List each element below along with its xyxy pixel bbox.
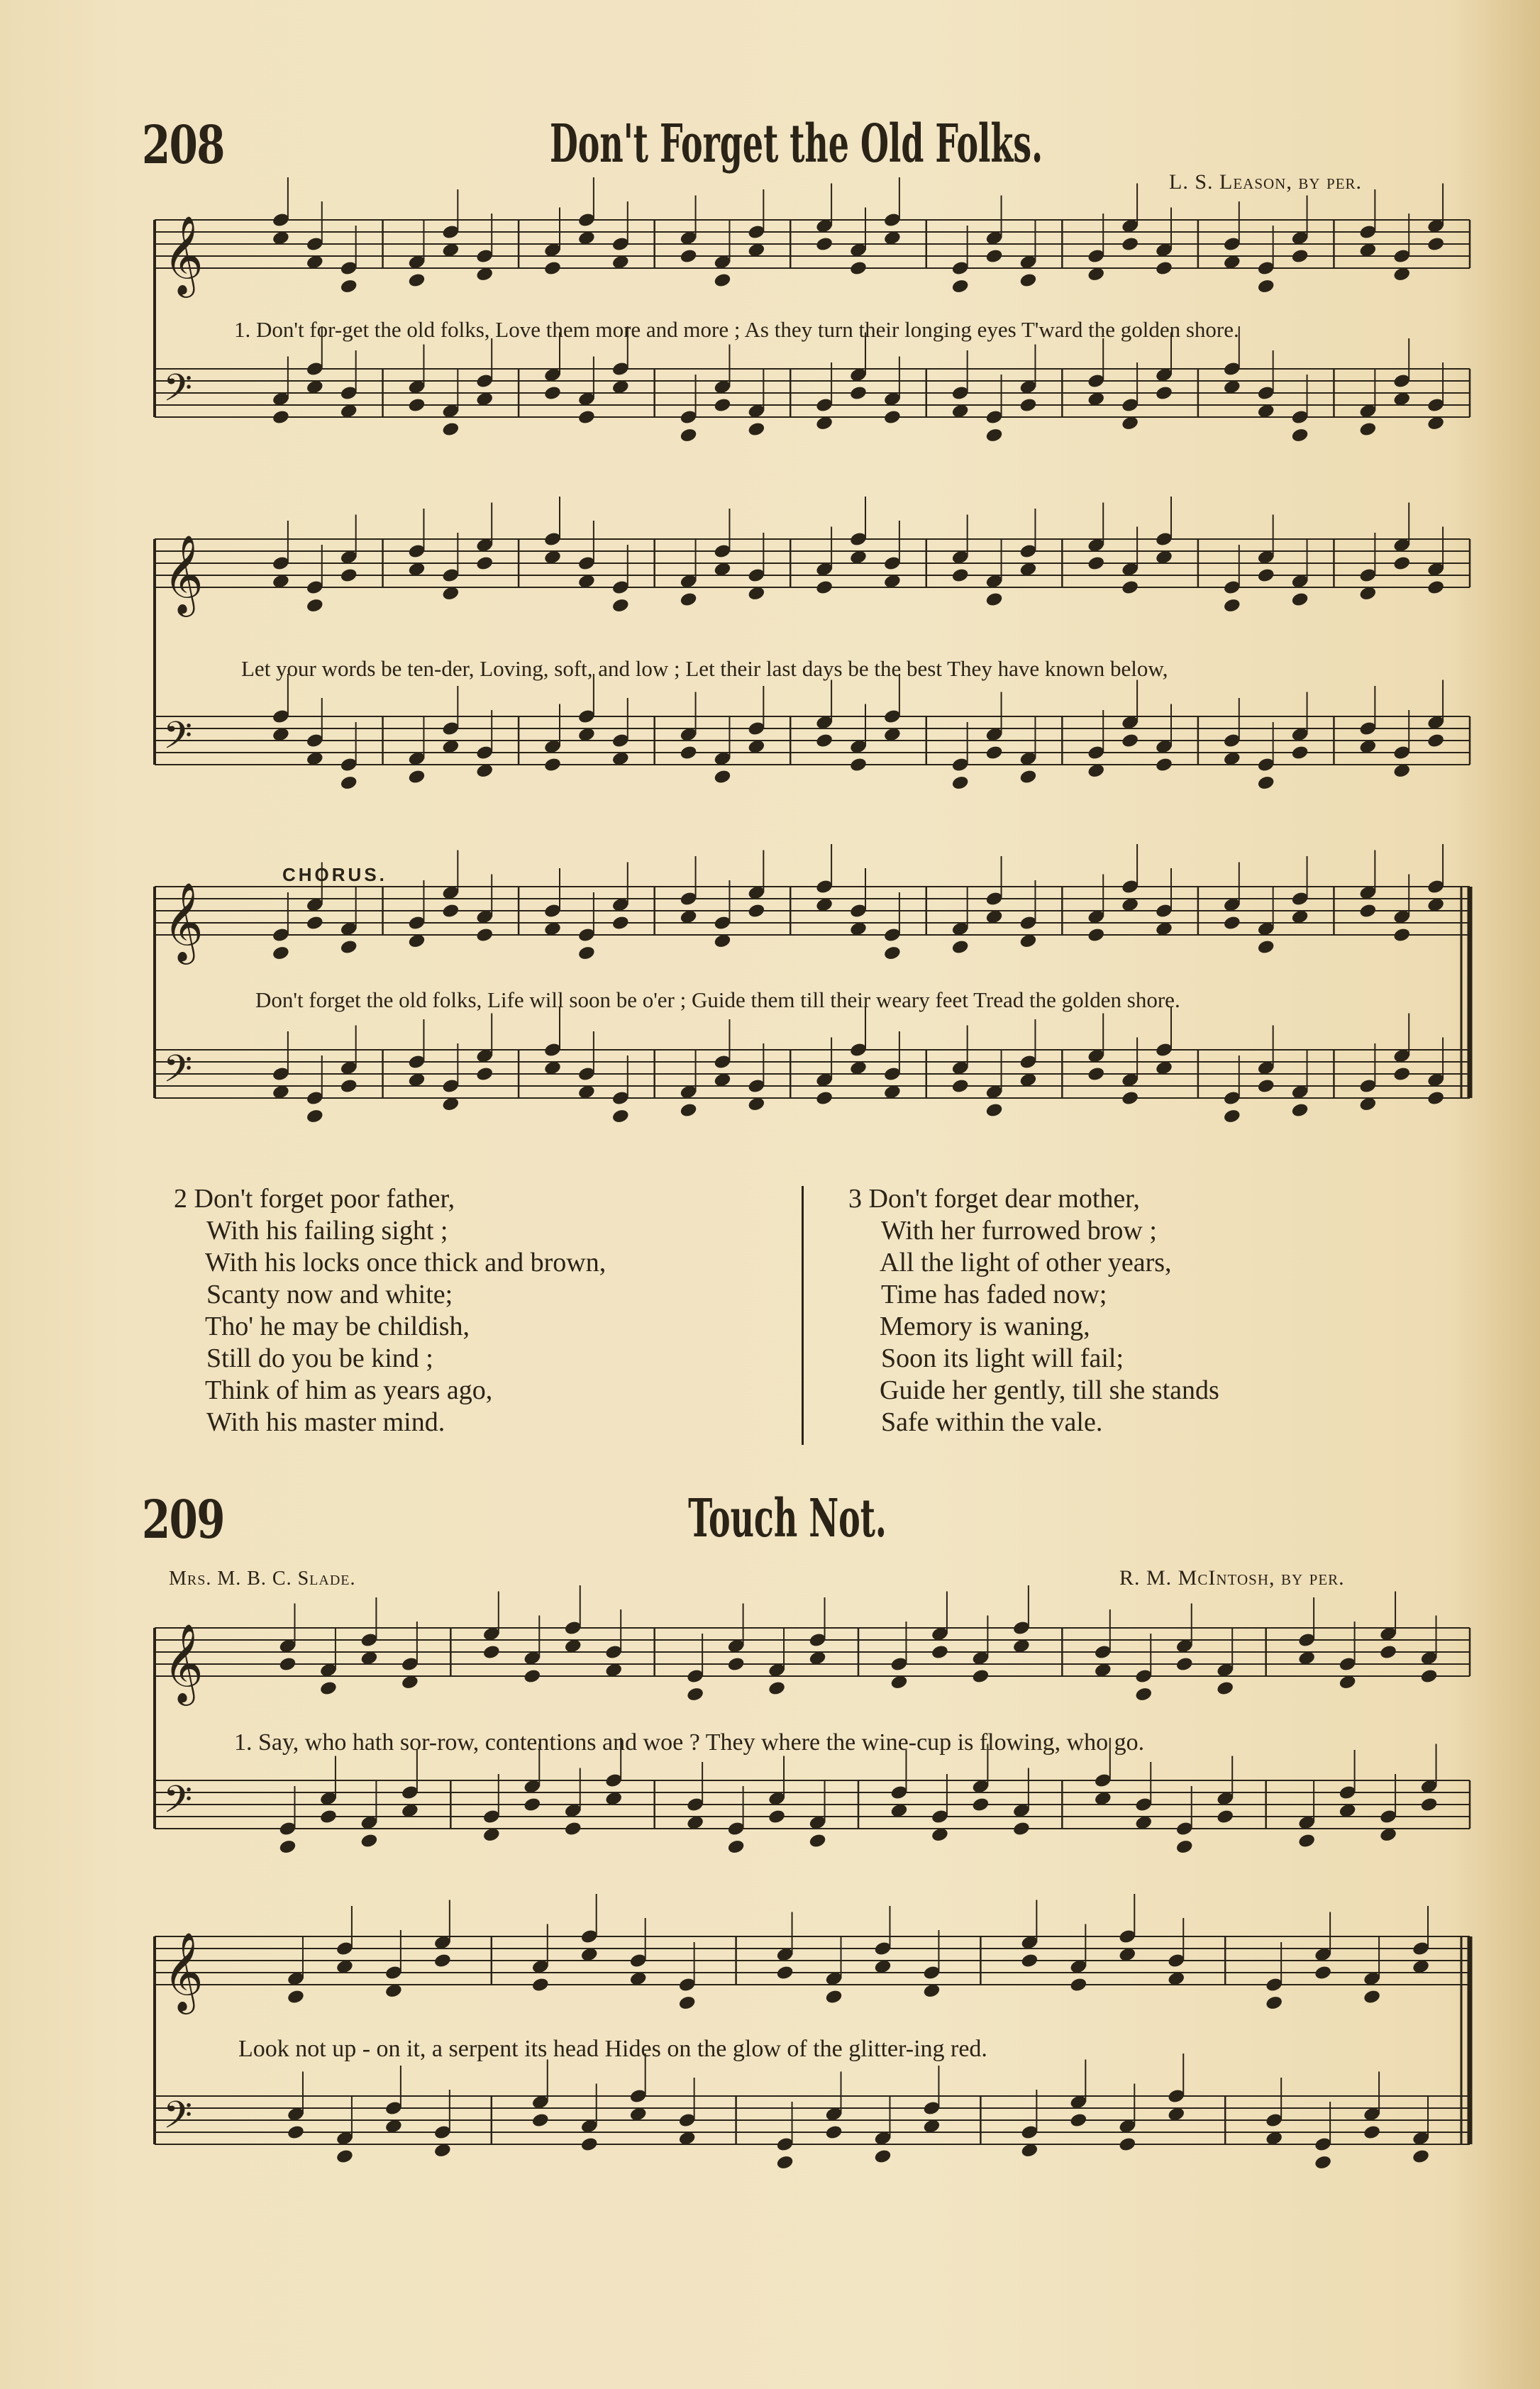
- note-head: [1427, 236, 1445, 253]
- hymn-208-stanza-2: [174, 1183, 606, 1439]
- note-head: [577, 409, 596, 426]
- note-head: [678, 1995, 697, 2011]
- note-head: [1134, 1686, 1153, 1702]
- stanza-line: Still do you be kind ;: [206, 1343, 433, 1373]
- note-head: [1175, 1656, 1194, 1673]
- note-head: [441, 421, 460, 438]
- note-head: [747, 421, 765, 438]
- stanza-line: With her furrowed brow ;: [881, 1216, 1157, 1246]
- note-head: [1020, 1953, 1038, 1969]
- note-head: [1427, 1090, 1445, 1107]
- stanza-line: Think of him as years ago,: [205, 1375, 493, 1405]
- stanza-line: 2 Don't forget poor father,: [174, 1184, 455, 1214]
- note-head: [1358, 421, 1377, 438]
- note-head: [611, 1108, 630, 1124]
- note-head: [1392, 927, 1411, 943]
- note-head: [1290, 427, 1309, 443]
- note-head: [1419, 1668, 1438, 1685]
- note-head: [580, 2136, 599, 2153]
- note-head: [951, 567, 970, 584]
- note-head: [475, 927, 494, 943]
- note-head: [1290, 592, 1309, 608]
- hymn-208-chorus-lyric: Don't forget the old folks, Life will soon be o'er ; Guide them till their weary feet Tread the golden shore.: [255, 987, 1180, 1012]
- note-head: [1087, 927, 1105, 943]
- note-head: [407, 769, 426, 785]
- note-head: [985, 1102, 1003, 1119]
- note-head: [768, 1680, 786, 1697]
- note-head: [1223, 597, 1241, 614]
- note-head: [883, 409, 902, 426]
- note-head: [686, 1686, 704, 1702]
- note-head: [278, 1656, 297, 1673]
- note-head: [1257, 567, 1275, 584]
- note-head: [713, 272, 731, 289]
- note-head: [543, 757, 562, 773]
- note-head: [1290, 745, 1309, 761]
- note-head: [1216, 1809, 1234, 1825]
- note-head: [306, 1108, 324, 1124]
- note-head: [679, 1102, 697, 1119]
- hymn-208-lyric-line-1: 1. Don't for-get the old folks, Love them more and more ; As they turn their longing eyes T'ward the golden shore.: [234, 317, 1239, 342]
- note-head: [679, 427, 697, 443]
- note-head: [272, 409, 290, 426]
- note-head: [336, 2149, 354, 2165]
- note-head: [1427, 733, 1445, 749]
- note-head: [1392, 1066, 1411, 1082]
- treble-clef-icon: 𝄞: [163, 215, 204, 294]
- note-head: [985, 248, 1003, 265]
- note-head: [849, 385, 868, 401]
- note-head: [1121, 1090, 1139, 1107]
- stanza-divider: [802, 1186, 804, 1445]
- stanza-line: Tho' he may be childish,: [205, 1312, 470, 1341]
- bass-clef-icon: 𝄢: [163, 1048, 193, 1100]
- note-head: [815, 580, 833, 596]
- note-head: [951, 1078, 970, 1094]
- note-head: [951, 775, 970, 791]
- note-head: [775, 1965, 794, 1981]
- note-head: [1087, 555, 1105, 572]
- note-head: [441, 903, 460, 919]
- note-head: [1121, 580, 1139, 596]
- note-head: [543, 385, 562, 401]
- note-head: [1257, 1078, 1275, 1094]
- note-head: [815, 1090, 833, 1107]
- stanza-line: Soon its light will fail;: [881, 1343, 1124, 1373]
- hymn-209-lyric-line-1: 1. Say, who hath sor-row, contentions and woe ? They where the wine-cup is flowing, who go.: [234, 1729, 1145, 1756]
- note-head: [971, 1797, 990, 1813]
- note-head: [1427, 580, 1445, 596]
- note-head: [433, 1953, 452, 1969]
- note-head: [1223, 915, 1241, 931]
- note-head: [1257, 775, 1275, 791]
- note-head: [1069, 1977, 1087, 1993]
- note-head: [1358, 903, 1377, 919]
- note-head: [747, 903, 765, 919]
- note-head: [1019, 397, 1037, 414]
- stanza-line: With his failing sight ;: [206, 1216, 448, 1246]
- stanza-line: With his master mind.: [206, 1407, 445, 1437]
- note-head: [306, 597, 324, 614]
- note-head: [531, 1977, 550, 1993]
- note-head: [1175, 1839, 1194, 1855]
- note-head: [1019, 769, 1037, 785]
- hymn-209-title: Touch Not.: [688, 1488, 887, 1549]
- note-head: [1314, 2154, 1332, 2171]
- note-head: [873, 2149, 892, 2165]
- hymn-208-credit: L. S. Leason, by per.: [1169, 170, 1363, 194]
- note-head: [306, 915, 324, 931]
- hymn-209-credit-music: R. M. McIntosh, by per.: [1119, 1566, 1345, 1590]
- note-head: [1290, 248, 1309, 265]
- note-head: [523, 1797, 541, 1813]
- note-head: [1121, 733, 1139, 749]
- note-head: [1257, 939, 1275, 955]
- note-head: [611, 915, 630, 931]
- note-head: [475, 555, 494, 572]
- bass-clef-icon: 𝄢: [163, 367, 193, 419]
- bass-clef-icon: 𝄢: [163, 2094, 193, 2146]
- stanza-line: Safe within the vale.: [881, 1407, 1103, 1437]
- stanza-line: Time has faded now;: [881, 1280, 1107, 1309]
- note-head: [577, 945, 596, 961]
- note-head: [482, 1644, 501, 1661]
- note-head: [824, 1989, 843, 2005]
- note-head: [1155, 757, 1173, 773]
- note-head: [679, 248, 697, 265]
- stanza-line: Scanty now and white;: [206, 1280, 453, 1309]
- note-head: [1314, 1965, 1332, 1981]
- note-head: [971, 1668, 990, 1685]
- note-head: [611, 597, 630, 614]
- note-head: [287, 2124, 305, 2141]
- note-head: [319, 1809, 338, 1825]
- note-head: [340, 1078, 358, 1094]
- bass-clef-icon: 𝄢: [163, 714, 193, 767]
- note-head: [564, 1821, 582, 1837]
- treble-clef-icon: 𝄞: [163, 1931, 204, 2011]
- note-head: [1087, 1066, 1105, 1082]
- hymn-209-lyric-line-2: Look not up - on it, a serpent its head Hides on the glow of the glitter-ing red.: [238, 2036, 987, 2062]
- note-head: [985, 745, 1003, 761]
- note-head: [543, 260, 562, 277]
- note-head: [475, 1066, 494, 1082]
- stanza-line: With his locks once thick and brown,: [205, 1248, 606, 1277]
- note-head: [1118, 2136, 1136, 2153]
- note-head: [931, 1644, 949, 1661]
- note-head: [1419, 1797, 1438, 1813]
- note-head: [531, 2112, 550, 2129]
- hymn-208-title: Don't Forget the Old Folks.: [550, 113, 1043, 174]
- note-head: [883, 945, 902, 961]
- note-head: [340, 775, 358, 791]
- note-head: [1297, 1833, 1316, 1849]
- note-head: [1363, 2124, 1381, 2141]
- note-head: [360, 1833, 378, 1849]
- note-head: [1392, 555, 1411, 572]
- note-head: [679, 592, 697, 608]
- note-head: [1290, 1102, 1309, 1119]
- stanza-line: Guide her gently, till she stands: [880, 1375, 1219, 1405]
- hymn-208-number: 208: [142, 115, 224, 176]
- note-head: [808, 1833, 826, 1849]
- chorus-label: CHORUS.: [282, 864, 387, 885]
- note-head: [727, 1839, 746, 1855]
- note-head: [1257, 278, 1275, 294]
- note-head: [340, 567, 358, 584]
- note-head: [272, 945, 290, 961]
- note-head: [319, 1680, 338, 1697]
- hymn-208-lyric-line-2: Let your words be ten-der, Loving, soft, and low ; Let their last days be the best They have known below,: [241, 656, 1168, 681]
- note-head: [1412, 2149, 1430, 2165]
- note-head: [849, 260, 868, 277]
- note-head: [1223, 1108, 1241, 1124]
- note-head: [951, 939, 970, 955]
- note-head: [523, 1668, 541, 1685]
- note-head: [815, 236, 833, 253]
- note-head: [1155, 260, 1173, 277]
- stanza-line: Memory is waning,: [880, 1312, 1090, 1341]
- note-head: [985, 427, 1003, 443]
- note-head: [951, 278, 970, 294]
- note-head: [768, 1809, 786, 1825]
- note-head: [824, 2124, 843, 2141]
- note-head: [985, 592, 1003, 608]
- treble-clef-icon: 𝄞: [163, 882, 204, 961]
- note-head: [1379, 1644, 1397, 1661]
- hymn-208-stanza-3: [848, 1183, 1219, 1439]
- note-head: [1019, 272, 1037, 289]
- note-head: [815, 733, 833, 749]
- note-head: [278, 1839, 297, 1855]
- note-head: [713, 397, 731, 414]
- note-head: [340, 939, 358, 955]
- note-head: [287, 1989, 305, 2005]
- note-head: [849, 757, 868, 773]
- stanza-line: 3 Don't forget dear mother,: [848, 1184, 1140, 1214]
- note-head: [1121, 236, 1139, 253]
- note-head: [1363, 1989, 1381, 2005]
- note-head: [1265, 1995, 1283, 2011]
- note-head: [713, 769, 731, 785]
- note-head: [1069, 2112, 1087, 2129]
- note-head: [1216, 1680, 1234, 1697]
- hymn-209-number: 209: [142, 1490, 224, 1551]
- stanza-line: All the light of other years,: [880, 1248, 1172, 1277]
- note-head: [340, 278, 358, 294]
- note-head: [1155, 385, 1173, 401]
- treble-clef-icon: 𝄞: [163, 1623, 204, 1702]
- note-head: [775, 2154, 794, 2171]
- note-head: [407, 272, 426, 289]
- note-head: [727, 1656, 746, 1673]
- note-head: [679, 745, 697, 761]
- treble-clef-icon: 𝄞: [163, 534, 204, 614]
- bass-clef-icon: 𝄢: [163, 1778, 193, 1831]
- hymn-209-credit-words: Mrs. M. B. C. Slade.: [169, 1568, 356, 1590]
- note-head: [1012, 1821, 1031, 1837]
- note-head: [407, 397, 426, 414]
